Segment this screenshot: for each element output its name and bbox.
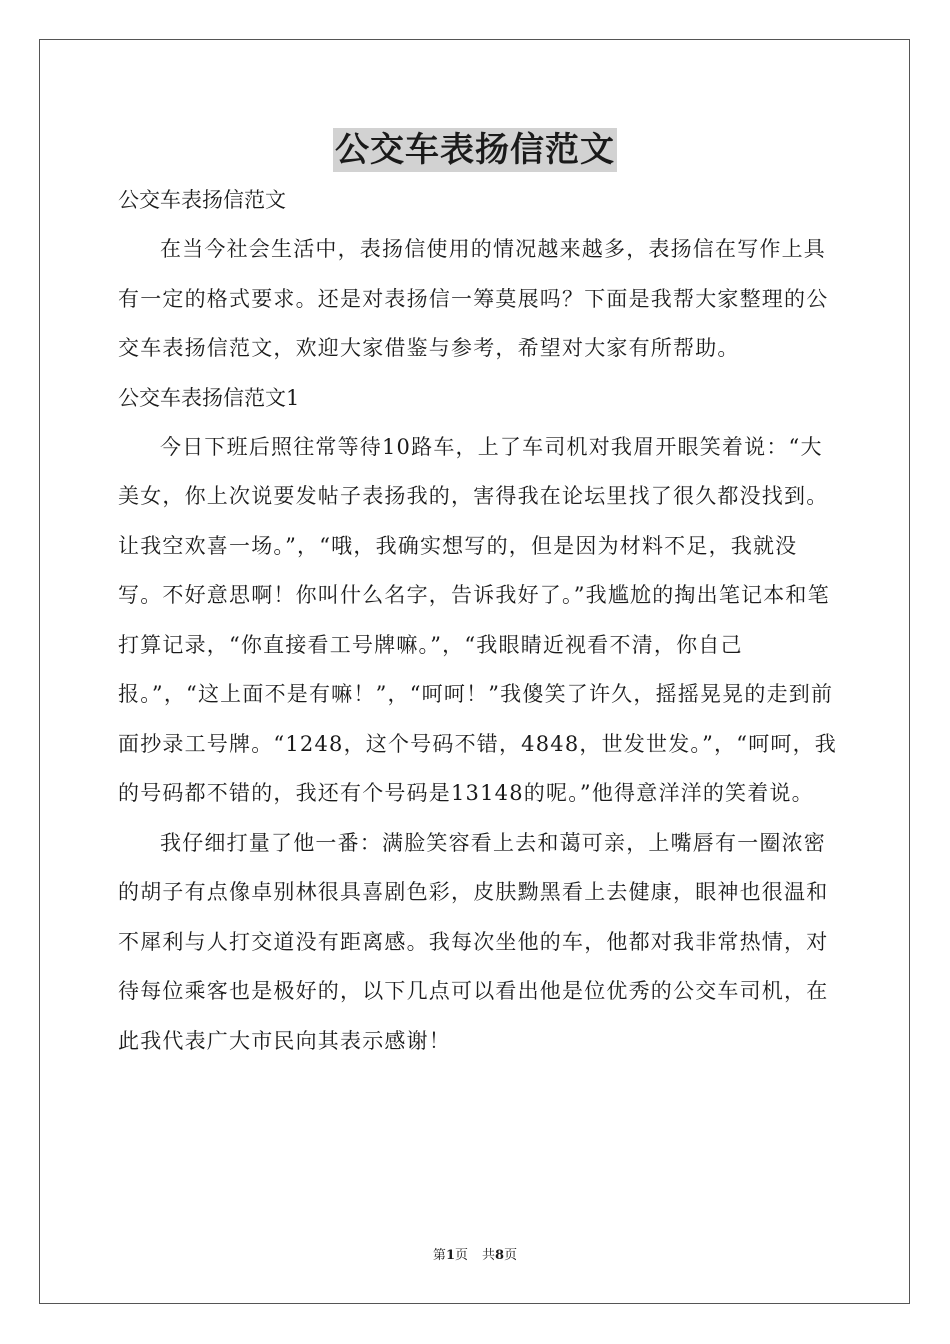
total-prefix: 共 [482, 1248, 496, 1263]
section-heading: 公交车表扬信范文1 [118, 385, 300, 410]
intro-paragraph: 在当今社会生活中，表扬信使用的情况越来越多，表扬信在写作上具有一定的格式要求。还是对表扬信一筹莫展吗？下面是我帮大家整理的公交车表扬信范文，欢迎大家借鉴与参考，希望对大家有所帮助。 [118, 237, 829, 360]
body-paragraph: 今日下班后照往常等待10路车，上了车司机对我眉开眼笑着说：“大美女，你上次说要发帖子表扬我的，害得我在论坛里找了很久都没找到。让我空欢喜一场。”，“哦，我确实想写的，但是因为材料不足，我就没写。不好意思啊！你叫什么名字，告诉我好了。”我尴尬的掏出笔记本和笔打算记录，“你直接看工号牌嘛。”，“我眼睛近视看不清，你自己报。”，“这上面不是有嘛！”，“呵呵！”我傻笑了许久，摇摇晃晃的走到前面抄录工号牌。“1248，这个号码不错，4848，世发世发。”，“呵呵，我的号码都不错的，我还有个号码是13148的呢。”他得意洋洋的笑着说。 [118, 434, 837, 805]
document-body [118, 176, 840, 1066]
body-paragraph: 我仔细打量了他一番：满脸笑容看上去和蔼可亲，上嘴唇有一圈浓密的胡子有点像卓别林很具喜剧色彩，皮肤黝黑看上去健康，眼神也很温和不犀利与人打交道没有距离感。我每次坐他的车，他都对我非常热情，对待每位乘客也是极好的，以下几点可以看出他是位优秀的公交车司机，在此我代表广大市民向其表示感谢！ [118, 830, 829, 1053]
page-current: 1 [445, 1248, 455, 1263]
total-suffix: 页 [504, 1248, 518, 1263]
title-container [0, 128, 950, 172]
document-subtitle: 公交车表扬信范文 [118, 188, 286, 212]
page-footer [0, 1247, 950, 1265]
page-total: 8 [495, 1248, 505, 1263]
page-suffix: 页 [454, 1248, 468, 1263]
page-prefix: 第 [432, 1248, 446, 1263]
document-title: 公交车表扬信范文 [335, 130, 615, 170]
